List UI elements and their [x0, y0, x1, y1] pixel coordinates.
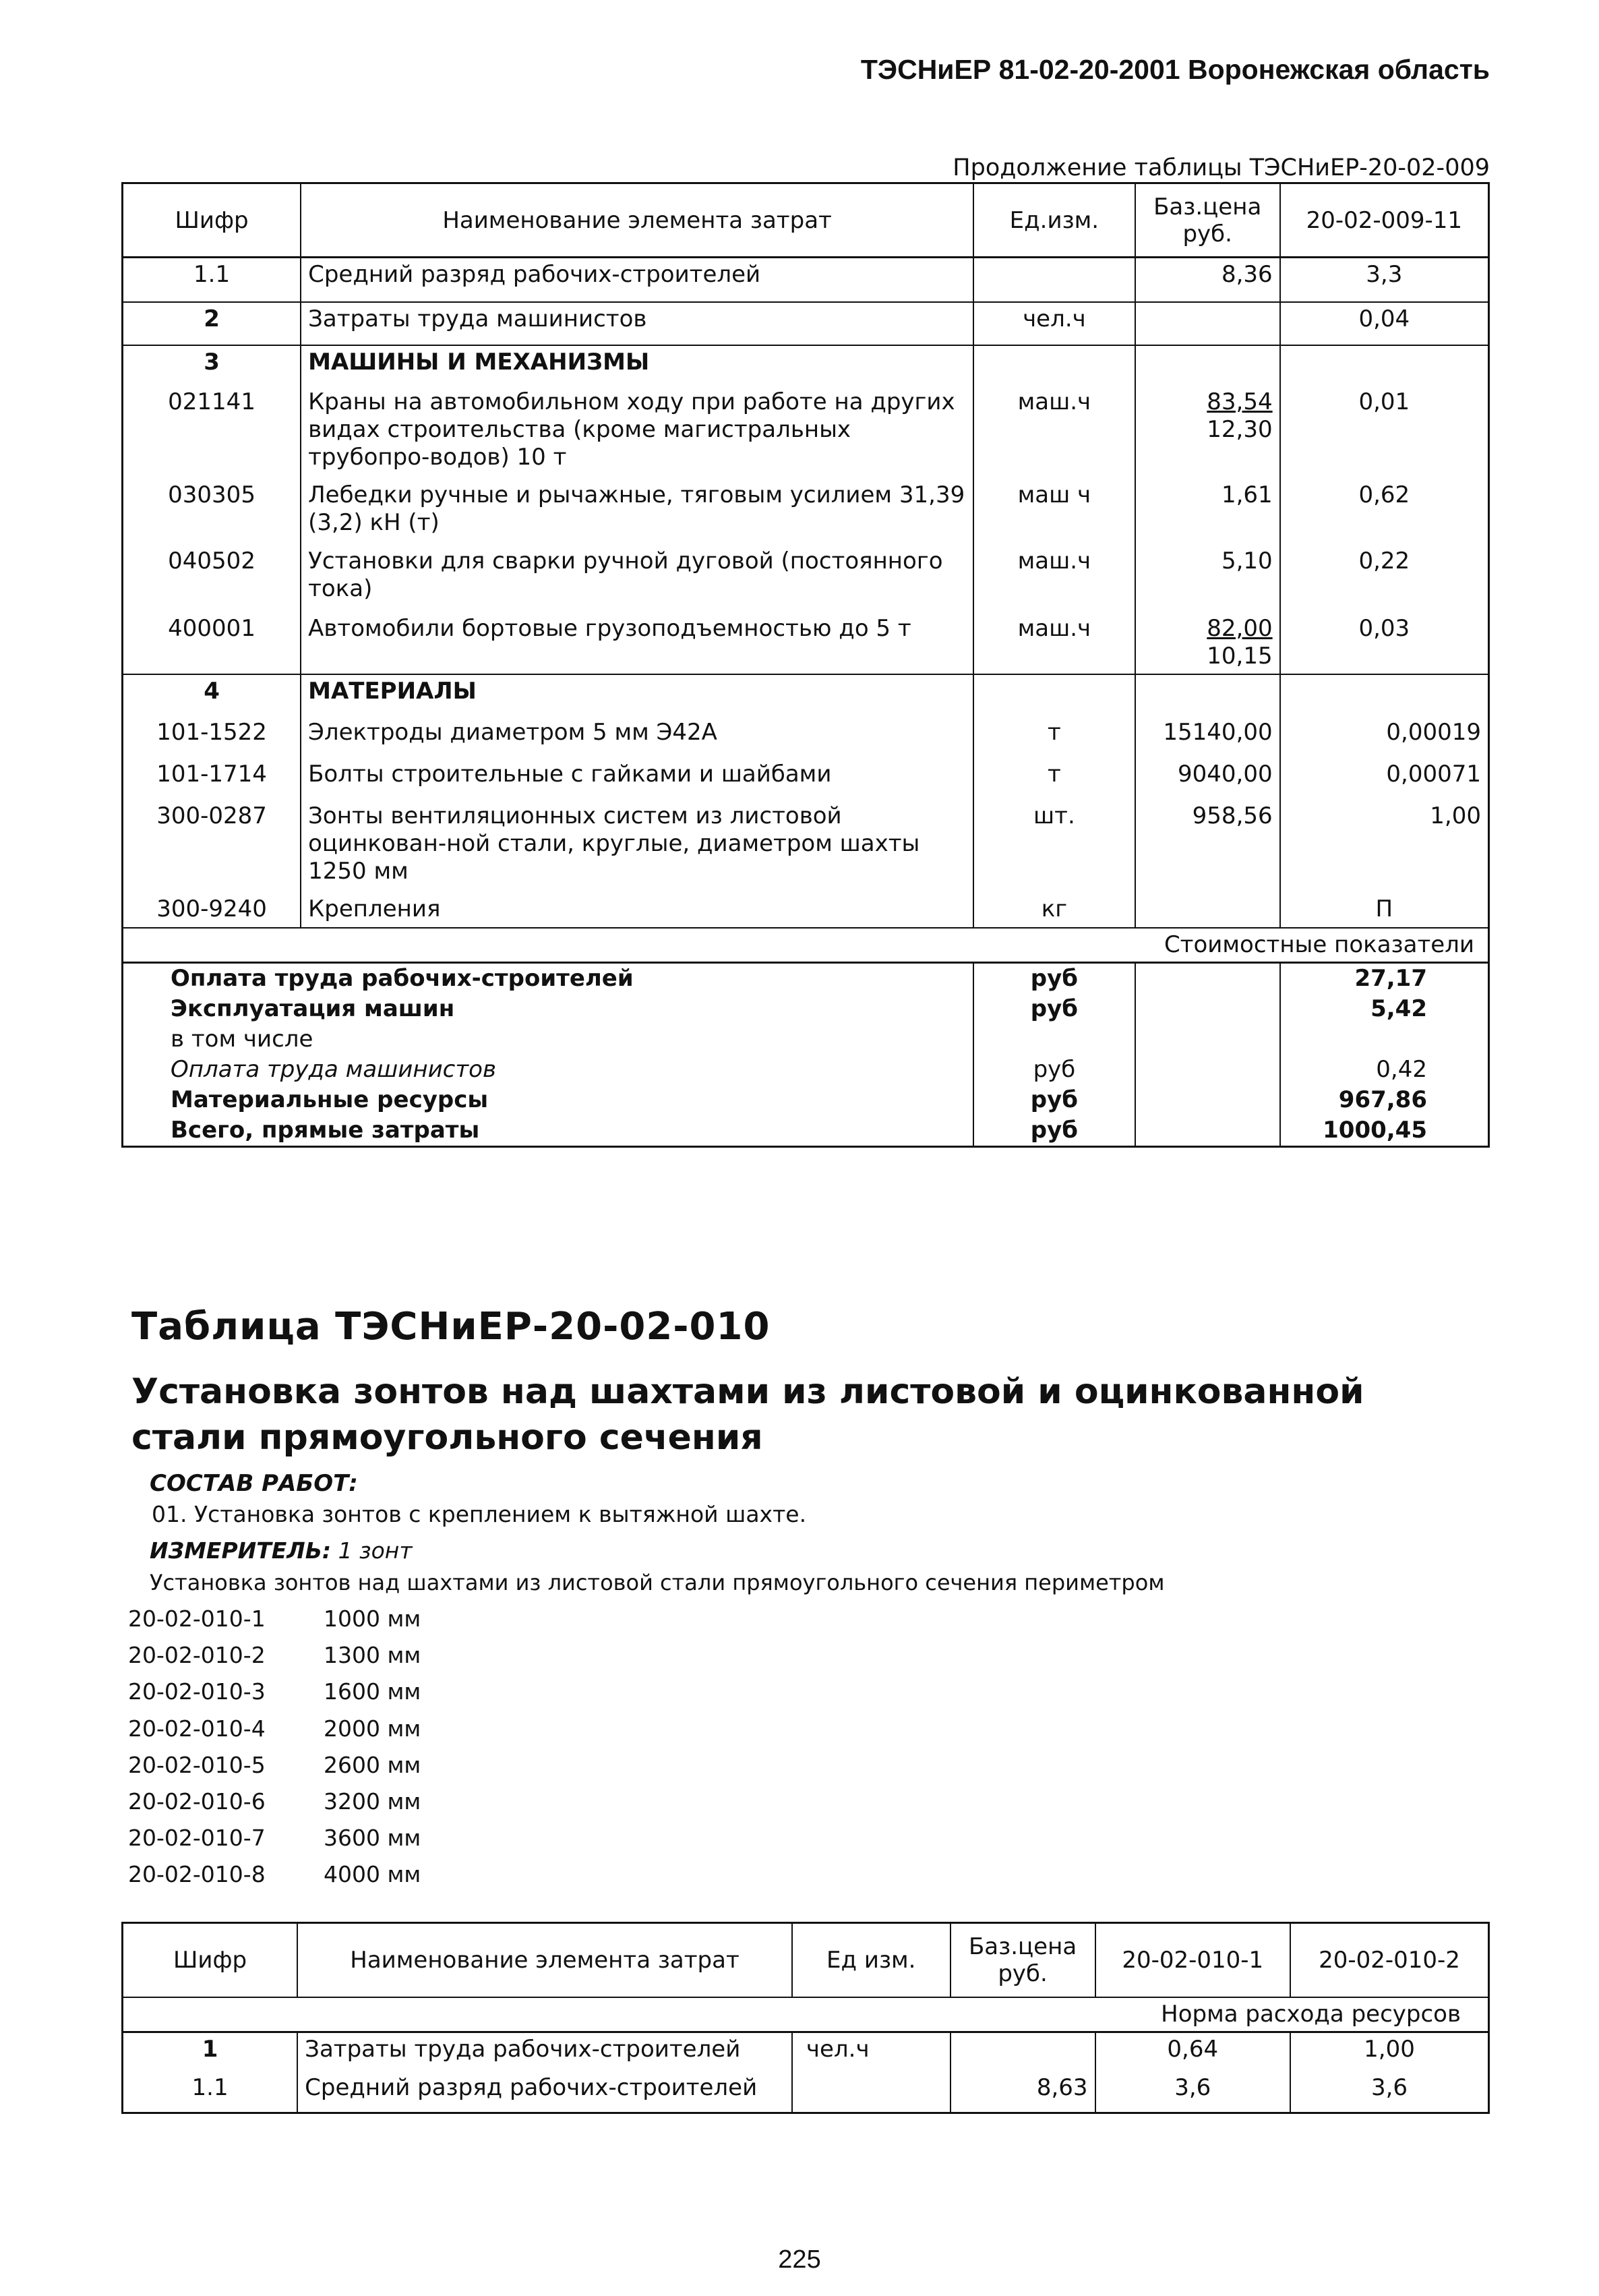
- row-code: 1: [123, 2032, 298, 2071]
- row-price: 9040,00: [1135, 758, 1280, 800]
- meter-label: ИЗМЕРИТЕЛЬ:: [150, 1537, 332, 1564]
- summary-value: [1280, 1024, 1489, 1055]
- size: 1300 мм: [324, 1642, 421, 1669]
- row-unit: шт.: [973, 800, 1135, 893]
- row-unit: маш.ч: [973, 612, 1135, 674]
- row-price: 1,61: [1135, 479, 1280, 545]
- summary-label: Оплата труда рабочих-строителей: [123, 963, 974, 995]
- list-item: [128, 1820, 421, 1856]
- cost-indicators-header: Стоимостные показатели: [123, 928, 1489, 963]
- row-name: Затраты труда машинистов: [301, 302, 973, 345]
- row-name: МАТЕРИАЛЫ: [301, 674, 973, 716]
- row-price: [1135, 893, 1280, 928]
- code: 20-02-010-2: [128, 1642, 266, 1669]
- price-value-secondary: 10,15: [1207, 642, 1273, 670]
- row-code: 040502: [168, 547, 255, 575]
- list-item: [128, 1711, 421, 1747]
- row-price: 8,63: [951, 2071, 1095, 2113]
- list-item: [128, 1784, 421, 1820]
- table-row: [123, 893, 1489, 928]
- table-header-row: [123, 183, 1489, 258]
- row-unit: [973, 674, 1135, 716]
- size: 2000 мм: [324, 1715, 421, 1742]
- row-name: Крепления: [301, 893, 973, 928]
- row-price: [1135, 674, 1280, 716]
- table-row: [123, 758, 1489, 800]
- code: 20-02-010-6: [128, 1788, 266, 1815]
- row-value: 3,3: [1280, 258, 1489, 302]
- summary-unit: руб: [973, 1085, 1135, 1115]
- size: 1600 мм: [324, 1678, 421, 1705]
- summary-value: 5,42: [1280, 994, 1489, 1024]
- summary-label: Эксплуатация машин: [171, 995, 455, 1022]
- row-name: Автомобили бортовые грузоподъемностью до 5 т: [301, 612, 973, 674]
- row-unit: [973, 258, 1135, 302]
- row-price: [1135, 612, 1280, 674]
- summary-value: 1000,45: [1280, 1115, 1489, 1147]
- code: 20-02-010-7: [128, 1825, 266, 1852]
- table-row: [123, 386, 1489, 479]
- table-header-row: [123, 1923, 1489, 1997]
- size: 2600 мм: [324, 1751, 421, 1778]
- size: 3600 мм: [324, 1825, 421, 1852]
- row-unit: [973, 345, 1135, 386]
- row-code: 1.1: [191, 2073, 229, 2101]
- size: 1000 мм: [324, 1606, 421, 1632]
- row-value: 1,00: [1280, 800, 1489, 893]
- row-code: 101-1522: [156, 718, 267, 746]
- row-value: 0,03: [1280, 612, 1489, 674]
- composition-label: СОСТАВ РАБОТ:: [150, 1470, 358, 1497]
- summary-unit: [973, 1024, 1135, 1055]
- list-item: [128, 1601, 421, 1637]
- resources-table-20-02-009: [121, 182, 1490, 1148]
- row-name: Средний разряд рабочих-строителей: [301, 258, 973, 302]
- cost-indicators-header-row: [123, 928, 1489, 963]
- row-name: Затраты труда рабочих-строителей: [297, 2032, 792, 2071]
- row-unit: т: [973, 716, 1135, 758]
- row-price: [1135, 386, 1280, 479]
- col-header-unit: Ед.изм.: [973, 183, 1135, 258]
- row-price: 958,56: [1135, 800, 1280, 893]
- summary-row: [123, 994, 1489, 1024]
- row-unit: [792, 2071, 951, 2113]
- code: 20-02-010-1: [128, 1606, 266, 1632]
- table-row-section: [123, 345, 1489, 386]
- summary-unit: руб: [973, 1115, 1135, 1147]
- row-value: 0,62: [1280, 479, 1489, 545]
- table-row: [123, 2071, 1489, 2113]
- summary-row-total: [123, 1115, 1489, 1147]
- price-value: 83,54: [1207, 388, 1273, 415]
- list-item: [128, 1637, 421, 1674]
- row-name: Электроды диаметром 5 мм Э42А: [301, 716, 973, 758]
- table-row: [123, 2032, 1489, 2071]
- row-code: 400001: [168, 614, 255, 642]
- row-name: Краны на автомобильном ходу при работе на других видах строительства (кроме магистральных трубопро-водов) 10 т: [301, 386, 973, 479]
- summary-row: [123, 1085, 1489, 1115]
- row-unit: т: [973, 758, 1135, 800]
- row-value: 0,00019: [1280, 716, 1489, 758]
- row-value: 0,01: [1280, 386, 1489, 479]
- table-title: Таблица ТЭСНиЕР-20-02-010: [131, 1305, 771, 1349]
- row-value-1: 0,64: [1095, 2032, 1290, 2071]
- row-code: 1.1: [123, 258, 301, 302]
- summary-unit: руб: [973, 994, 1135, 1024]
- code: 20-02-010-4: [128, 1715, 266, 1742]
- list-item: [128, 1856, 421, 1893]
- meter-value: 1 зонт: [338, 1537, 413, 1564]
- col-header-value-1: 20-02-010-1: [1095, 1923, 1290, 1997]
- summary-label: Всего, прямые затраты: [171, 1117, 480, 1144]
- col-header-price: Баз.цена руб.: [951, 1923, 1095, 1997]
- row-code: 021141: [168, 388, 255, 415]
- row-value: [1280, 345, 1489, 386]
- row-value: П: [1280, 893, 1489, 928]
- col-header-code: Шифр: [173, 1946, 247, 1974]
- list-item: [128, 1747, 421, 1784]
- summary-value: 967,86: [1280, 1085, 1489, 1115]
- code: 20-02-010-3: [128, 1678, 266, 1705]
- summary-value: 27,17: [1280, 963, 1489, 995]
- price-value-secondary: 12,30: [1207, 415, 1273, 443]
- norm-header: Норма расхода ресурсов: [123, 1997, 1489, 2032]
- summary-label: Оплата труда машинистов: [171, 1056, 497, 1083]
- size: 3200 мм: [324, 1788, 421, 1815]
- summary-label: в том числе: [171, 1026, 313, 1053]
- table-row: [123, 545, 1489, 612]
- code: 20-02-010-5: [128, 1751, 266, 1778]
- table-continuation-caption: Продолжение таблицы ТЭСНиЕР-20-02-009: [795, 154, 1490, 184]
- row-unit: маш ч: [973, 479, 1135, 545]
- row-value: 0,22: [1280, 545, 1489, 612]
- row-price: 5,10: [1135, 545, 1280, 612]
- row-name: Болты строительные с гайками и шайбами: [301, 758, 973, 800]
- row-value: 0,00071: [1280, 758, 1489, 800]
- row-unit: кг: [973, 893, 1135, 928]
- summary-row: [123, 963, 1489, 995]
- row-code: 3: [123, 345, 301, 386]
- row-unit: маш.ч: [973, 545, 1135, 612]
- row-name: Средний разряд рабочих-строителей: [297, 2071, 792, 2113]
- row-price: [1135, 345, 1280, 386]
- row-value: [1280, 674, 1489, 716]
- col-header-price: Баз.цена руб.: [1135, 183, 1280, 258]
- table-row: [123, 612, 1489, 674]
- row-code: 030305: [168, 481, 255, 508]
- summary-unit: руб: [973, 1055, 1135, 1085]
- table-row: [123, 258, 1489, 302]
- summary-row: [123, 1055, 1489, 1085]
- table-row: [123, 479, 1489, 545]
- col-header-value-2: 20-02-010-2: [1290, 1923, 1489, 1997]
- code-list: [128, 1601, 421, 1893]
- row-code: 4: [123, 674, 301, 716]
- code: 20-02-010-8: [128, 1861, 266, 1888]
- row-price: 15140,00: [1135, 716, 1280, 758]
- col-header-code: Шифр: [175, 206, 249, 234]
- codes-description: Установка зонтов над шахтами из листовой стали прямоугольного сечения периметром: [150, 1570, 1165, 1595]
- row-value-1: 3,6: [1095, 2071, 1290, 2113]
- row-unit: чел.ч: [973, 302, 1135, 345]
- col-header-value: 20-02-009-11: [1280, 183, 1489, 258]
- row-value: 0,04: [1280, 302, 1489, 345]
- summary-label: Материальные ресурсы: [171, 1086, 489, 1113]
- meter-line: [150, 1537, 413, 1564]
- summary-value: 0,42: [1280, 1055, 1489, 1085]
- col-header-unit: Ед изм.: [792, 1923, 951, 1997]
- row-code: 300-9240: [156, 895, 267, 922]
- row-value-2: 1,00: [1290, 2032, 1489, 2071]
- row-name: МАШИНЫ И МЕХАНИЗМЫ: [301, 345, 973, 386]
- row-price: [951, 2032, 1095, 2071]
- page-number: 225: [778, 2245, 821, 2274]
- list-item: [128, 1674, 421, 1710]
- size: 4000 мм: [324, 1861, 421, 1888]
- section-title: Установка зонтов над шахтами из листовой и оцинкованной стали прямоугольного сечения: [131, 1372, 1364, 1458]
- table-row: [123, 716, 1489, 758]
- row-price: 8,36: [1135, 258, 1280, 302]
- running-header: ТЭСНиЕР 81-02-20-2001 Воронежская область: [860, 54, 1490, 85]
- table-row: [123, 800, 1489, 893]
- row-code: 300-0287: [156, 802, 267, 829]
- table-row-section: [123, 674, 1489, 716]
- row-code: 2: [123, 302, 301, 345]
- row-code: 101-1714: [156, 760, 267, 788]
- row-name: Установки для сварки ручной дуговой (постоянного тока): [301, 545, 973, 612]
- col-header-name: Наименование элемента затрат: [297, 1923, 792, 1997]
- summary-row: [123, 1024, 1489, 1055]
- row-name: Зонты вентиляционных систем из листовой оцинкован-ной стали, круглые, диаметром шахты 1250 мм: [301, 800, 973, 893]
- col-header-name: Наименование элемента затрат: [301, 183, 973, 258]
- price-value: 82,00: [1207, 614, 1273, 642]
- row-unit: маш.ч: [973, 386, 1135, 479]
- row-name: Лебедки ручные и рычажные, тяговым усилием 31,39 (3,2) кН (т): [301, 479, 973, 545]
- resources-table-20-02-010: [121, 1922, 1490, 2114]
- row-unit: чел.ч: [792, 2032, 951, 2071]
- table-row: [123, 302, 1489, 345]
- summary-unit: руб: [973, 963, 1135, 995]
- row-price: [1135, 302, 1280, 345]
- composition-item: 01. Установка зонтов с креплением к вытяжной шахте.: [152, 1501, 807, 1527]
- row-value-2: 3,6: [1290, 2071, 1489, 2113]
- norm-header-row: [123, 1997, 1489, 2032]
